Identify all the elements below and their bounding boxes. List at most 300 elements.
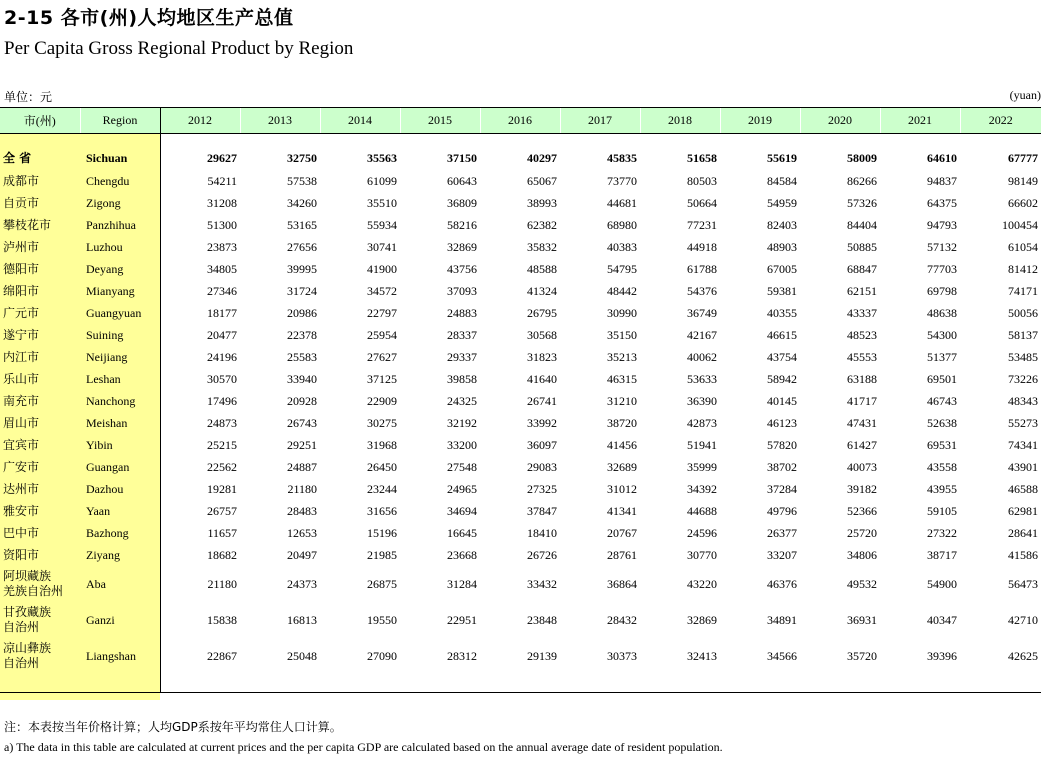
gdp-value-cell: 34572	[367, 283, 397, 298]
gdp-value-cell: 57132	[927, 239, 957, 254]
gdp-value-cell: 47431	[847, 415, 877, 430]
gdp-value-cell: 24965	[447, 481, 477, 496]
gdp-value-cell: 42167	[687, 327, 717, 342]
gdp-value-cell: 32869	[687, 612, 717, 627]
table-row	[0, 478, 1041, 500]
gdp-value-cell: 18177	[207, 305, 237, 320]
gdp-value-cell: 32192	[447, 415, 477, 430]
region-name-en: Mianyang	[80, 280, 160, 302]
gdp-value-cell: 43955	[927, 481, 957, 496]
gdp-value-cell: 21180	[207, 576, 237, 591]
gdp-value-cell: 49796	[767, 503, 797, 518]
gdp-value-cell: 30275	[367, 415, 397, 430]
gdp-value-cell: 33992	[527, 415, 557, 430]
gdp-value-cell: 31012	[607, 481, 637, 496]
gdp-value-cell: 36097	[527, 437, 557, 452]
region-name-en: Ziyang	[80, 544, 160, 566]
gdp-value-cell: 46376	[767, 576, 797, 591]
region-name-en: Leshan	[80, 368, 160, 390]
region-name-zh: 眉山市	[0, 412, 80, 434]
gdp-value-cell: 31210	[607, 393, 637, 408]
region-name-en: Guangan	[80, 456, 160, 478]
gdp-value-cell: 27346	[207, 283, 237, 298]
footnote-chinese: 注：本表按当年价格计算；人均GDP系按年平均常住人口计算。	[4, 720, 342, 734]
gdp-value-cell: 52366	[847, 503, 877, 518]
gdp-value-cell: 20497	[287, 547, 317, 562]
gdp-value-cell: 48638	[927, 305, 957, 320]
gdp-value-cell: 20986	[287, 305, 317, 320]
filler-cell	[720, 674, 800, 700]
gdp-value-cell: 34805	[207, 261, 237, 276]
gdp-value-cell: 32689	[607, 459, 637, 474]
gdp-value-cell: 44688	[687, 503, 717, 518]
gdp-value-cell: 39995	[287, 261, 317, 276]
region-name-zh-line2: 自治州	[3, 620, 40, 634]
gdp-value-cell: 29251	[287, 437, 317, 452]
region-name-zh: 泸州市	[0, 236, 80, 258]
gdp-value-cell: 31968	[367, 437, 397, 452]
table-row	[0, 434, 1041, 456]
region-name-en: Aba	[80, 566, 160, 602]
gdp-value-cell: 48343	[1008, 393, 1038, 408]
region-name-zh: 乐山市	[0, 368, 80, 390]
gdp-value-cell: 22867	[207, 648, 237, 663]
table-row	[0, 390, 1041, 412]
gdp-value-cell: 22378	[287, 327, 317, 342]
gdp-value-cell: 37150	[447, 150, 477, 165]
gdp-value-cell: 35832	[527, 239, 557, 254]
gdp-value-cell: 50664	[687, 195, 717, 210]
gdp-value-cell: 33940	[287, 371, 317, 386]
gdp-value-cell: 61099	[367, 173, 397, 188]
gdp-value-cell: 35563	[367, 150, 397, 165]
table-row	[0, 544, 1041, 566]
gdp-value-cell: 22562	[207, 459, 237, 474]
gdp-value-cell: 34891	[767, 612, 797, 627]
gdp-value-cell: 26757	[207, 503, 237, 518]
gdp-value-cell: 41717	[847, 393, 877, 408]
gdp-value-cell: 38720	[607, 415, 637, 430]
gdp-value-cell: 20928	[287, 393, 317, 408]
gdp-value-cell: 65067	[527, 173, 557, 188]
gdp-value-cell: 67777	[1008, 150, 1038, 165]
gdp-value-cell: 34806	[847, 547, 877, 562]
header-year: 2013	[240, 108, 320, 134]
filler-cell	[880, 674, 960, 700]
filler-cell	[800, 674, 880, 700]
gdp-value-cell: 43754	[767, 349, 797, 364]
gdp-value-cell: 40383	[607, 239, 637, 254]
gdp-value-cell: 42873	[687, 415, 717, 430]
gdp-value-cell: 54959	[767, 195, 797, 210]
region-name-zh: 广安市	[0, 456, 80, 478]
gdp-value-cell: 26743	[287, 415, 317, 430]
gdp-value-cell: 22797	[367, 305, 397, 320]
spacer-cell	[80, 134, 160, 147]
gdp-value-cell: 50056	[1008, 305, 1038, 320]
gdp-value-cell: 25048	[287, 648, 317, 663]
region-name-en: Guangyuan	[80, 302, 160, 324]
gdp-value-cell: 34260	[287, 195, 317, 210]
gdp-value-cell: 69798	[927, 283, 957, 298]
table-row	[0, 602, 1041, 638]
spacer-cell	[320, 134, 400, 147]
gdp-value-cell: 31724	[287, 283, 317, 298]
region-name-zh: 达州市	[0, 478, 80, 500]
gdp-value-cell: 25583	[287, 349, 317, 364]
gdp-value-cell: 46123	[767, 415, 797, 430]
gdp-value-cell: 34566	[767, 648, 797, 663]
region-name-zh: 全 省	[0, 146, 80, 170]
gdp-value-cell: 58137	[1008, 327, 1038, 342]
region-name-en: Yibin	[80, 434, 160, 456]
region-name-zh: 雅安市	[0, 500, 80, 522]
gdp-value-cell: 48903	[767, 239, 797, 254]
table-row	[0, 280, 1041, 302]
filler-cell	[160, 674, 240, 700]
filler-cell	[0, 674, 80, 700]
gdp-value-cell: 30568	[527, 327, 557, 342]
table-bottom-rule	[0, 692, 1041, 693]
gdp-value-cell: 31656	[367, 503, 397, 518]
table-row	[0, 522, 1041, 544]
gdp-value-cell: 30373	[607, 648, 637, 663]
gdp-value-cell: 59381	[767, 283, 797, 298]
gdp-value-cell: 38702	[767, 459, 797, 474]
region-name-en: Suining	[80, 324, 160, 346]
gdp-value-cell: 80503	[687, 173, 717, 188]
gdp-value-cell: 15838	[207, 612, 237, 627]
gdp-value-cell: 17496	[207, 393, 237, 408]
gdp-value-cell: 46615	[767, 327, 797, 342]
gdp-value-cell: 45553	[847, 349, 877, 364]
table-row	[0, 192, 1041, 214]
region-name-en: Meishan	[80, 412, 160, 434]
page-title-chinese: 2-15 各市(州)人均地区生产总值	[4, 7, 294, 29]
region-name-zh: 绵阳市	[0, 280, 80, 302]
gdp-value-cell: 19550	[367, 612, 397, 627]
gdp-value-cell: 51941	[687, 437, 717, 452]
gdp-value-cell: 58942	[767, 371, 797, 386]
region-name-en: Chengdu	[80, 170, 160, 192]
gdp-value-cell: 94793	[927, 217, 957, 232]
gdp-value-cell: 43756	[447, 261, 477, 276]
header-year: 2019	[720, 108, 800, 134]
region-name-zh: 自贡市	[0, 192, 80, 214]
gdp-value-cell: 73770	[607, 173, 637, 188]
gdp-value-cell: 81412	[1008, 261, 1038, 276]
footnote-english: a) The data in this table are calculated at current prices and the per capita GDP are calculated based on the annual average date of resident population.	[4, 740, 723, 754]
gdp-value-cell: 41586	[1008, 547, 1038, 562]
gdp-value-cell: 35213	[607, 349, 637, 364]
gdp-value-cell: 24373	[287, 576, 317, 591]
gdp-value-cell: 54795	[607, 261, 637, 276]
gdp-value-cell: 33200	[447, 437, 477, 452]
table-row	[0, 412, 1041, 434]
gdp-value-cell: 39396	[927, 648, 957, 663]
gdp-value-cell: 37847	[527, 503, 557, 518]
gdp-value-cell: 51300	[207, 217, 237, 232]
gdp-value-cell: 36390	[687, 393, 717, 408]
gdp-value-cell: 68847	[847, 261, 877, 276]
gdp-value-cell: 25215	[207, 437, 237, 452]
filler-cell	[480, 674, 560, 700]
gdp-value-cell: 33207	[767, 547, 797, 562]
gdp-value-cell: 69501	[927, 371, 957, 386]
region-name-en: Dazhou	[80, 478, 160, 500]
gdp-value-cell: 64375	[927, 195, 957, 210]
gdp-value-cell: 69531	[927, 437, 957, 452]
region-name-zh	[0, 566, 80, 602]
header-year: 2014	[320, 108, 400, 134]
table-row	[0, 566, 1041, 602]
gdp-value-cell: 60643	[447, 173, 477, 188]
spacer-cell	[400, 134, 480, 147]
region-name-en: Liangshan	[80, 638, 160, 674]
gdp-value-cell: 31284	[447, 576, 477, 591]
header-region-en: Region	[80, 108, 160, 134]
gdp-value-cell: 30570	[207, 371, 237, 386]
unit-label-chinese: 单位：元	[4, 90, 53, 104]
gdp-value-cell: 68980	[607, 217, 637, 232]
gdp-value-cell: 34694	[447, 503, 477, 518]
gdp-value-cell: 43220	[687, 576, 717, 591]
region-name-zh-line2: 自治州	[3, 656, 40, 670]
spacer-cell	[480, 134, 560, 147]
gdp-value-cell: 11657	[207, 525, 237, 540]
spacer-cell	[160, 134, 240, 147]
region-name-en: Yaan	[80, 500, 160, 522]
gdp-value-cell: 53485	[1008, 349, 1038, 364]
gdp-value-cell: 53633	[687, 371, 717, 386]
region-name-zh-line1: 阿坝藏族	[3, 569, 52, 583]
gdp-value-cell: 12653	[287, 525, 317, 540]
filler-cell	[640, 674, 720, 700]
gdp-value-cell: 58216	[447, 217, 477, 232]
gdp-value-cell: 36931	[847, 612, 877, 627]
gdp-value-cell: 66602	[1008, 195, 1038, 210]
gdp-value-cell: 27325	[527, 481, 557, 496]
gdp-value-cell: 24196	[207, 349, 237, 364]
unit-label-english: (yuan)	[1009, 88, 1041, 102]
header-year: 2012	[160, 108, 240, 134]
gdp-value-cell: 77231	[687, 217, 717, 232]
gdp-value-cell: 52638	[927, 415, 957, 430]
gdp-value-cell: 84584	[767, 173, 797, 188]
gdp-value-cell: 39182	[847, 481, 877, 496]
gdp-value-cell: 24325	[447, 393, 477, 408]
region-name-zh	[0, 638, 80, 674]
gdp-value-cell: 21180	[287, 481, 317, 496]
region-name-zh: 内江市	[0, 346, 80, 368]
column-divider	[160, 107, 161, 693]
gdp-value-cell: 18410	[527, 525, 557, 540]
gdp-value-cell: 23873	[207, 239, 237, 254]
gdp-value-cell: 26875	[367, 576, 397, 591]
gdp-value-cell: 26741	[527, 393, 557, 408]
gdp-value-cell: 28432	[607, 612, 637, 627]
gdp-value-cell: 32869	[447, 239, 477, 254]
gdp-value-cell: 16645	[447, 525, 477, 540]
spacer-cell	[960, 134, 1041, 147]
gdp-value-cell: 82403	[767, 217, 797, 232]
gdp-value-cell: 62382	[527, 217, 557, 232]
gdp-value-cell: 32413	[687, 648, 717, 663]
gdp-value-cell: 86266	[847, 173, 877, 188]
gdp-value-cell: 54211	[207, 173, 237, 188]
table-row	[0, 456, 1041, 478]
region-name-zh: 广元市	[0, 302, 80, 324]
spacer-cell	[240, 134, 320, 147]
spacer-cell	[0, 134, 80, 147]
gdp-value-cell: 22951	[447, 612, 477, 627]
gdp-value-cell: 51377	[927, 349, 957, 364]
region-name-zh-line1: 凉山彝族	[3, 641, 52, 655]
region-name-zh: 资阳市	[0, 544, 80, 566]
region-name-en: Panzhihua	[80, 214, 160, 236]
gdp-value-cell: 51658	[687, 150, 717, 165]
region-name-zh: 南充市	[0, 390, 80, 412]
header-region-zh: 市(州)	[0, 108, 80, 134]
gdp-value-cell: 40297	[527, 150, 557, 165]
filler-cell	[560, 674, 640, 700]
gdp-value-cell: 27656	[287, 239, 317, 254]
table-row	[0, 236, 1041, 258]
gdp-value-cell: 55619	[767, 150, 797, 165]
gdp-value-cell: 61054	[1008, 239, 1038, 254]
gdp-value-cell: 55273	[1008, 415, 1038, 430]
region-name-zh: 巴中市	[0, 522, 80, 544]
gdp-value-cell: 43901	[1008, 459, 1038, 474]
gdp-value-cell: 25954	[367, 327, 397, 342]
gdp-value-cell: 55934	[367, 217, 397, 232]
gdp-value-cell: 42625	[1008, 648, 1038, 663]
region-name-en: Deyang	[80, 258, 160, 280]
gdp-value-cell: 41456	[607, 437, 637, 452]
page-title-english: Per Capita Gross Regional Product by Region	[4, 38, 354, 59]
gdp-value-cell: 25720	[847, 525, 877, 540]
gdp-value-cell: 62151	[847, 283, 877, 298]
filler-row	[0, 674, 1041, 700]
gdp-value-cell: 37093	[447, 283, 477, 298]
gdp-value-cell: 27322	[927, 525, 957, 540]
gdp-value-cell: 63188	[847, 371, 877, 386]
gdp-value-cell: 57538	[287, 173, 317, 188]
gdp-value-cell: 43337	[847, 305, 877, 320]
gdp-value-cell: 73226	[1008, 371, 1038, 386]
gdp-value-cell: 77703	[927, 261, 957, 276]
table-row	[0, 368, 1041, 390]
gdp-value-cell: 28641	[1008, 525, 1038, 540]
gdp-value-cell: 27090	[367, 648, 397, 663]
gdp-value-cell: 74341	[1008, 437, 1038, 452]
gdp-value-cell: 28761	[607, 547, 637, 562]
gdp-value-cell: 46743	[927, 393, 957, 408]
gdp-value-cell: 30741	[367, 239, 397, 254]
spacer-cell	[640, 134, 720, 147]
header-year: 2018	[640, 108, 720, 134]
gdp-table-container	[0, 107, 1041, 700]
gdp-value-cell: 36809	[447, 195, 477, 210]
gdp-value-cell: 61427	[847, 437, 877, 452]
gdp-value-cell: 50885	[847, 239, 877, 254]
gdp-value-cell: 39858	[447, 371, 477, 386]
table-row	[0, 214, 1041, 236]
gdp-value-cell: 54900	[927, 576, 957, 591]
gdp-value-cell: 35150	[607, 327, 637, 342]
gdp-value-cell: 27627	[367, 349, 397, 364]
gdp-value-cell: 44918	[687, 239, 717, 254]
table-row	[0, 258, 1041, 280]
table-row	[0, 324, 1041, 346]
gdp-value-cell: 26795	[527, 305, 557, 320]
region-name-zh: 成都市	[0, 170, 80, 192]
gdp-value-cell: 22909	[367, 393, 397, 408]
spacer-cell	[720, 134, 800, 147]
province-total-row	[0, 146, 1041, 170]
gdp-value-cell: 53165	[287, 217, 317, 232]
region-name-zh: 宜宾市	[0, 434, 80, 456]
gdp-value-cell: 48588	[527, 261, 557, 276]
gdp-value-cell: 20477	[207, 327, 237, 342]
gdp-value-cell: 24887	[287, 459, 317, 474]
table-row	[0, 500, 1041, 522]
gdp-value-cell: 34392	[687, 481, 717, 496]
gdp-value-cell: 28337	[447, 327, 477, 342]
gdp-value-cell: 56473	[1008, 576, 1038, 591]
gdp-value-cell: 46588	[1008, 481, 1038, 496]
table-row	[0, 302, 1041, 324]
region-name-en: Neijiang	[80, 346, 160, 368]
table-row	[0, 638, 1041, 674]
gdp-value-cell: 23244	[367, 481, 397, 496]
gdp-value-cell: 38717	[927, 547, 957, 562]
gdp-value-cell: 44681	[607, 195, 637, 210]
gdp-value-cell: 40355	[767, 305, 797, 320]
gdp-value-cell: 84404	[847, 217, 877, 232]
gdp-value-cell: 94837	[927, 173, 957, 188]
filler-cell	[960, 674, 1041, 700]
table-row	[0, 170, 1041, 192]
gdp-value-cell: 61788	[687, 261, 717, 276]
header-year: 2020	[800, 108, 880, 134]
spacer-cell	[560, 134, 640, 147]
gdp-value-cell: 15196	[367, 525, 397, 540]
gdp-value-cell: 48442	[607, 283, 637, 298]
gdp-value-cell: 18682	[207, 547, 237, 562]
gdp-value-cell: 26726	[527, 547, 557, 562]
gdp-value-cell: 41341	[607, 503, 637, 518]
filler-cell	[400, 674, 480, 700]
gdp-value-cell: 40347	[927, 612, 957, 627]
region-name-en: Sichuan	[80, 146, 160, 170]
gdp-value-cell: 28312	[447, 648, 477, 663]
gdp-value-cell: 20767	[607, 525, 637, 540]
region-name-zh-line2: 羌族自治州	[3, 584, 64, 598]
header-year: 2017	[560, 108, 640, 134]
gdp-value-cell: 24883	[447, 305, 477, 320]
gdp-value-cell: 27548	[447, 459, 477, 474]
gdp-value-cell: 24873	[207, 415, 237, 430]
filler-cell	[240, 674, 320, 700]
table-body	[0, 134, 1041, 701]
gdp-value-cell: 38993	[527, 195, 557, 210]
region-name-en: Ganzi	[80, 602, 160, 638]
gdp-value-cell: 100454	[1002, 217, 1038, 232]
gdp-value-cell: 31823	[527, 349, 557, 364]
header-year: 2015	[400, 108, 480, 134]
gdp-value-cell: 49532	[847, 576, 877, 591]
